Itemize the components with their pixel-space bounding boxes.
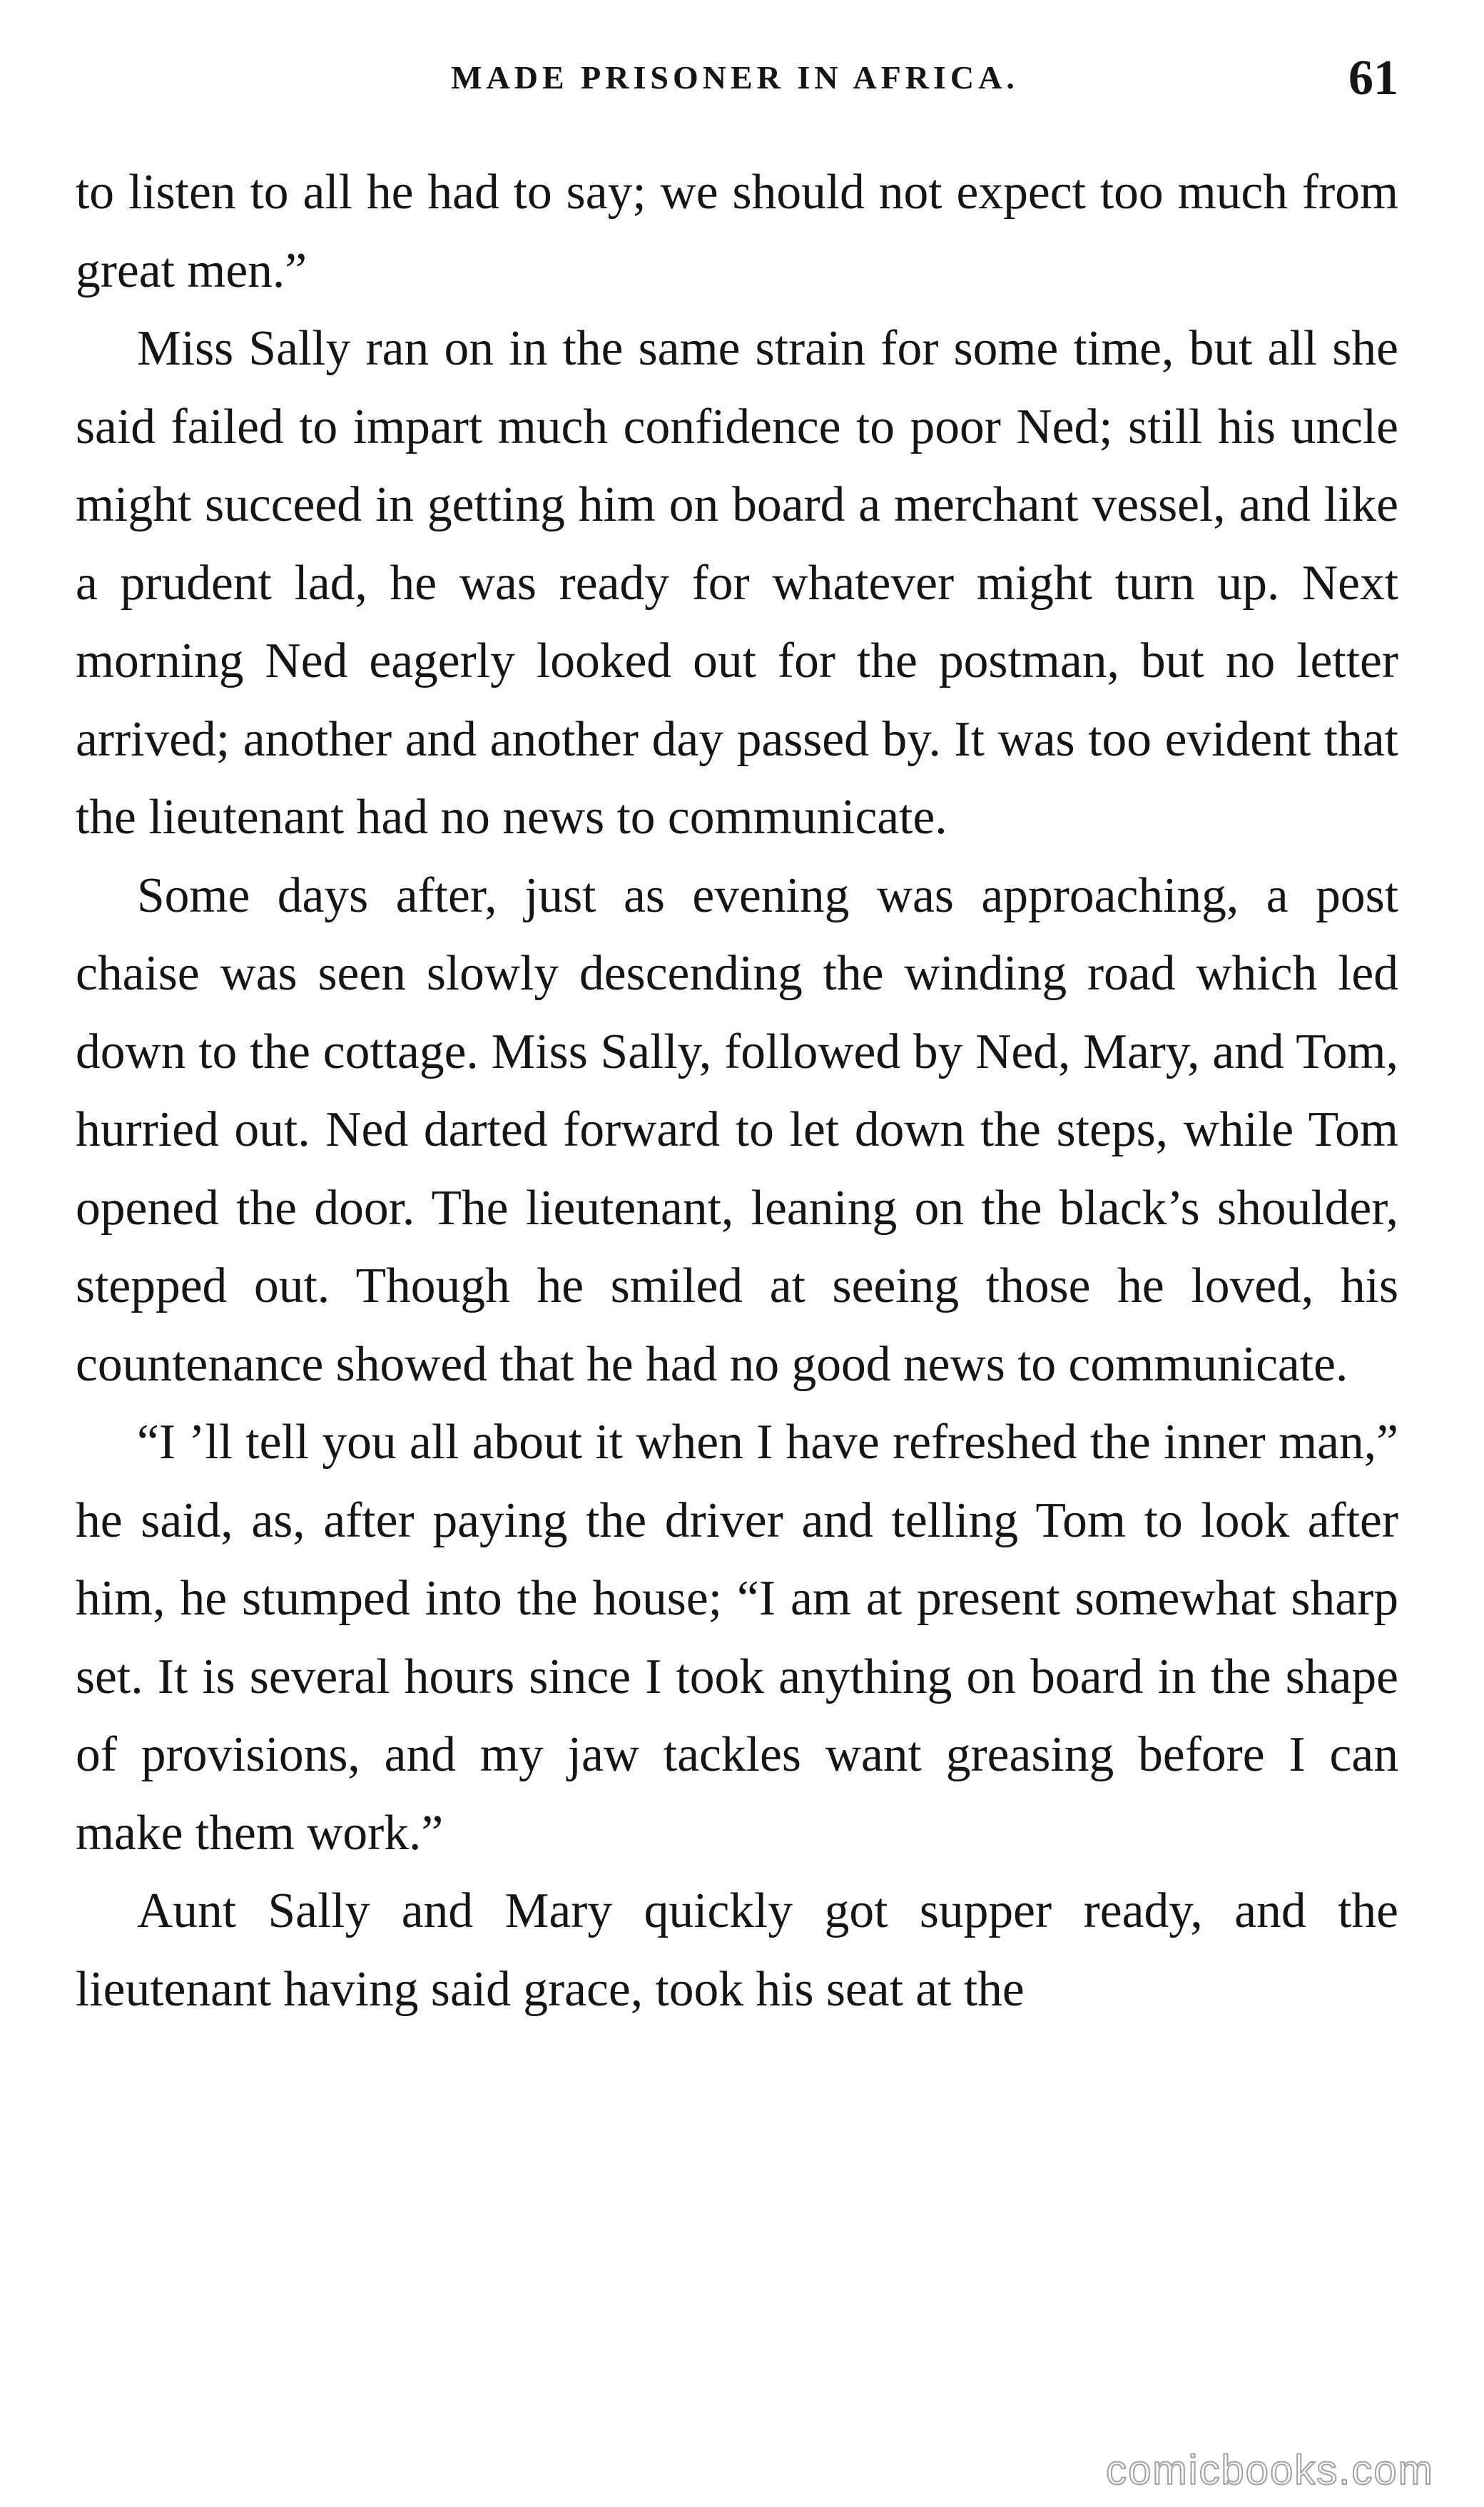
paragraph: Aunt Sally and Mary quickly got supper ready, and the lieutenant having said grace, took his seat at the [76,1883,1398,2017]
paragraph-continuation: to listen to all he had to say; we should not expect too much from great men.” [76,165,1398,298]
body-text [76,153,1398,2028]
paragraph: “I ’ll tell you all about it when I have refreshed the inner man,” he said, as, after paying the driver and telling Tom to look after him, he stumped into the house; “I am at present somewhat sharp set. It is several hours since I took anything on board in the shape of provisions, and my jaw tackles want greasing before I can make them work.” [76,1415,1398,1861]
page-number: 61 [1348,51,1398,106]
paragraph: Miss Sally ran on in the same strain for some time, but all she said failed to impart much confidence to poor Ned; still his uncle might succeed in getting him on board a merchant vessel, and like a prudent lad, he was ready for whatever might turn up. Next morning Ned eagerly looked out for the postman, but no letter arrived; another and another day passed by. It was too evident that the lieutenant had no news to communicate. [76,321,1398,845]
running-head: MADE PRISONER IN AFRICA. [451,59,1019,96]
page-header [71,50,1398,114]
watermark: comicbooks.com [1106,2447,1434,2493]
paragraph: Some days after, just as evening was approaching, a post chaise was seen slowly descending the winding road which led down to the cottage. Miss Sally, followed by Ned, Mary, and Tom, hurried out. Ned darted forward to let down the steps, while Tom opened the door. The lieutenant, leaning on the black’s shoulder, stepped out. Though he smiled at seeing those he loved, his countenance showed that he had no good news to communicate. [76,868,1398,1392]
